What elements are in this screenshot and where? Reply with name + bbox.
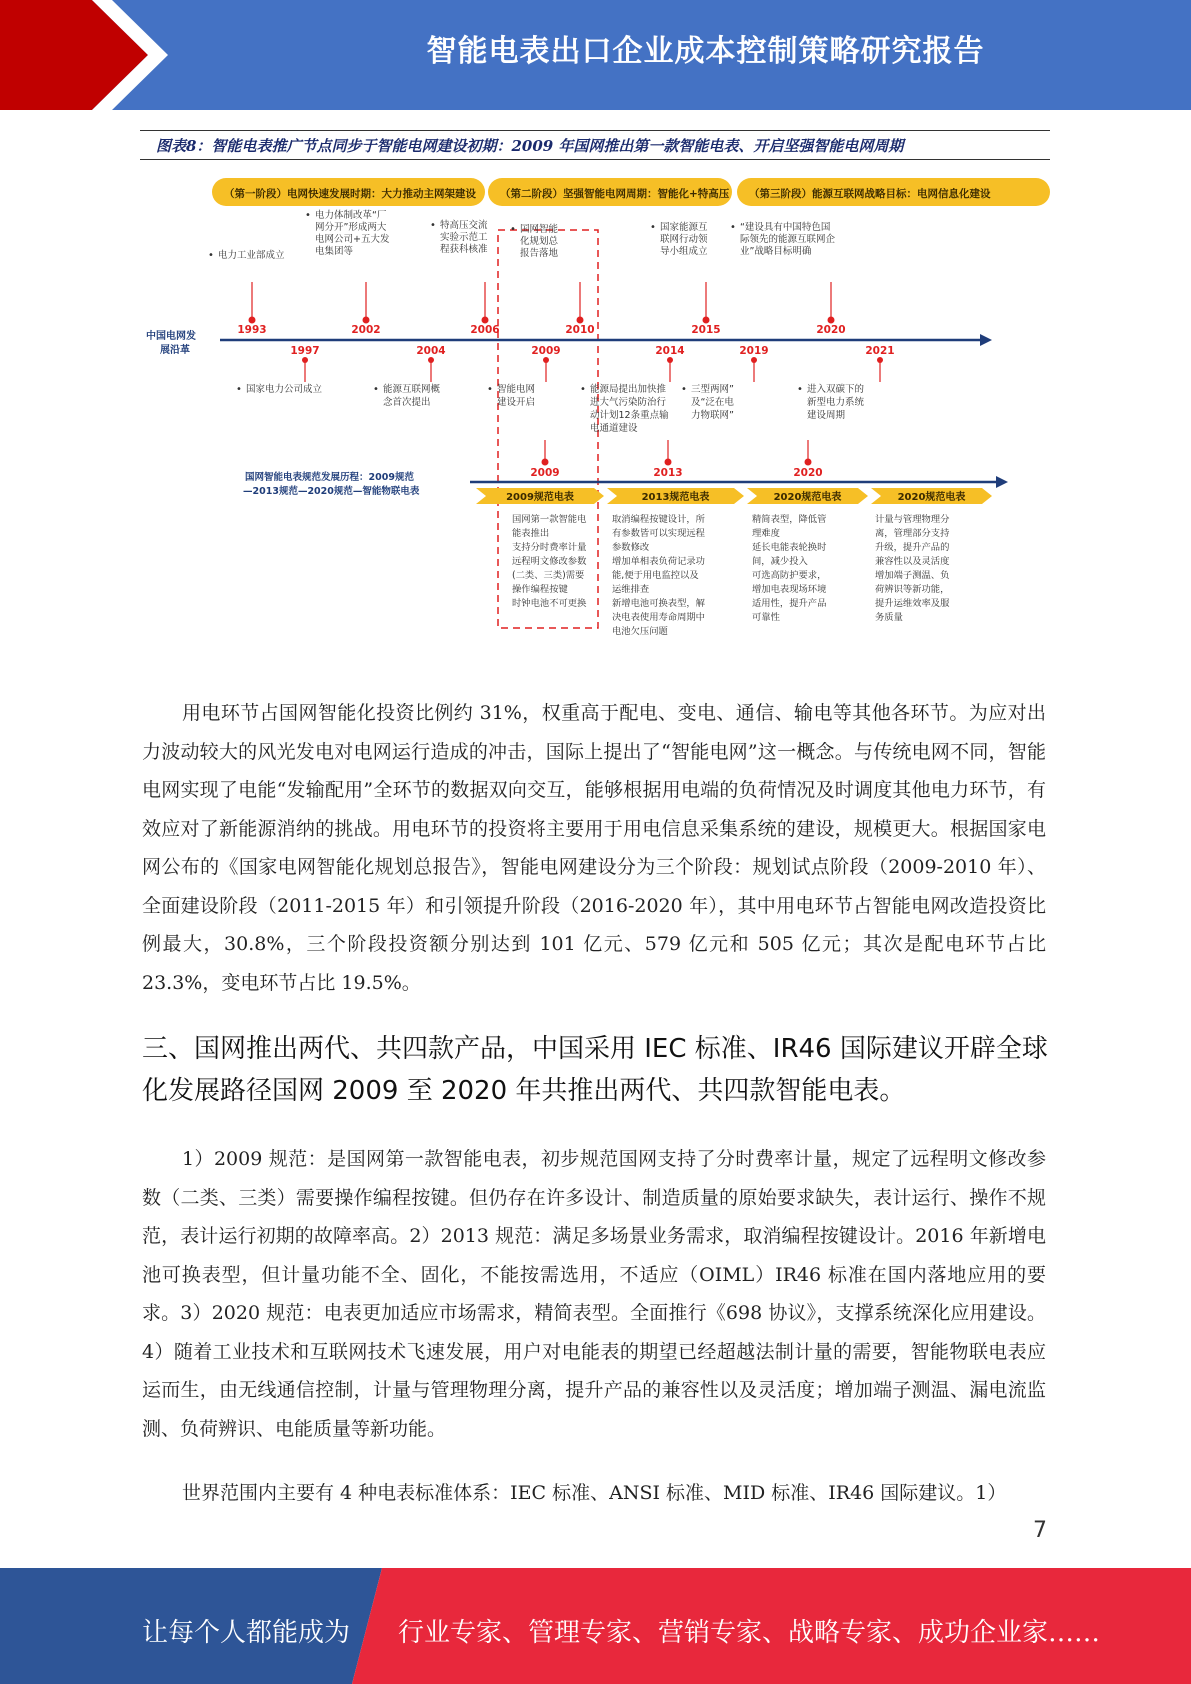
event-text: 业”战略目标明确 [740,246,812,257]
event-bullet: • [373,384,379,395]
event-text: 三型两网” [691,384,734,395]
stage-text: 增加端子测温、负 [875,570,950,581]
footer-slogan-right: 行业专家、管理专家、营销专家、战略专家、成功企业家…… [398,1618,1101,1648]
header-title: 智能电表出口企业成本控制策略研究报告 [426,34,985,69]
event-marker [249,317,256,324]
event-bullet: • [681,384,687,395]
event-text: 进大气污染防治行 [590,397,667,408]
event-year: 2010 [565,324,595,336]
event-bullet: • [650,222,656,233]
event-text: 国网智能 [520,224,559,235]
stage-text: 能表推出 [512,528,550,539]
event-bullet: • [580,384,586,395]
event-marker [751,357,757,363]
paragraph-investment: 用电环节占国网智能化投资比例约 31%，权重高于配电、变电、通信、输电等其他各环节。为应对出力波动较大的风光发电对电网运行造成的冲击，国际上提出了“智能电网”这一概念。与传统电网不同，智能电网实现了电能“发输配用”全环节的数据双向交互，能够根据用电端的负荷情况及时调度其他电力环节，有效应对了新能源消纳的挑战。用电环节的投资将主要用于用电信息采集系统的建设，规模更大。根据国家电网公布的《国家电网智能化规划总报告》，智能电网建设分为三个阶段：规划试点阶段（2009-2010 年）、全面建设阶段（2011-2015 年）和引领提升阶段（2016-2020 年），其中用电环节占智能电网改造投资比例最大，30.8%，三个阶段投资额分别达到 101 亿元、579 亿元和 505 亿元；其次是配电环节占比 23.3%，变电环节占比 19.5%。 [142,702,1046,994]
event-year: 2015 [691,324,721,336]
stage-text: 有参数皆可以实现远程 [612,528,705,539]
event-bullet: • [430,220,436,231]
section-heading: 三、国网推出两代、共四款产品，中国采用 IEC 标准、IR46 国际建议开辟全球化发展路径国网 2009 至 2020 年共推出两代、共四款智能电表。 [142,1034,1048,1106]
stage-text: 增加单相表负荷记录功 [612,556,705,567]
phase-label: （第三阶段）能源互联网战略目标：电网信息化建设 [749,188,991,200]
event-bullet: • [487,384,493,395]
event-text: 电力工业部成立 [218,250,285,261]
event-bullet: • [236,384,242,395]
meter-year: 2013 [653,467,683,479]
stage-text: 增加电表现场环境 [752,584,827,595]
event-marker [828,317,835,324]
event-text: 网分开”形成两大 [315,222,387,233]
event-marker [482,317,489,324]
event-text: 报告落地 [520,248,559,259]
stage-text: 运维排查 [612,584,650,595]
meter-axis-label: —2013规范—2020规范—智能物联电表 [243,486,420,497]
event-text: 能源互联网概 [383,384,441,395]
grid-axis-arrow [980,334,992,346]
event-text: 特高压交流 [440,220,488,231]
stage-text: 升级，提升产品的 [875,542,950,553]
event-bullet: • [730,222,736,233]
event-year: 2019 [739,345,769,357]
event-year: 2004 [416,345,446,357]
meter-axis-label: 国网智能电表规范发展历程：2009规范 [245,472,414,483]
event-year: 2021 [865,345,895,357]
event-bullet: • [305,210,311,221]
event-text: “建设具有中国特色国 [740,222,831,233]
event-text: 动计划12条重点输 [590,410,669,421]
stage-label: 2013规范电表 [641,492,710,503]
event-text: 电网公司+五大发 [315,234,390,245]
stage-text: 务质量 [875,612,903,623]
timeline-figure [140,130,1050,650]
page-number: 7 [1033,1518,1047,1543]
stage-text: 可选高防护要求， [752,570,827,581]
phase-label: （第二阶段）坚强智能电网周期：智能化+特高压 [500,188,730,200]
stage-text: 操作编程按键 [512,584,568,595]
grid-axis-label: 展沿革 [160,345,190,356]
event-text: 进入双碳下的 [807,384,865,395]
stage-text: 可靠性 [752,612,780,623]
meter-axis-arrow [996,476,1008,488]
stage-text: 计量与管理物理分 [875,514,950,525]
event-text: 电力体制改革“厂 [315,210,387,221]
event-text: 际领先的能源互联网企 [740,234,836,245]
event-text: 建设周期 [807,410,846,421]
figure-caption: 图表8：智能电表推广节点同步于智能电网建设初期：2009 年国网推出第一款智能电表、开启坚强智能电网周期 [140,130,1050,160]
stage-text: 时钟电池不可更换 [512,598,587,609]
event-bullet: • [510,224,516,235]
grid-axis-label: 中国电网发 [146,331,196,342]
stage-text: 能,便于用电监控以及 [612,570,699,581]
meter-year: 2009 [530,467,560,479]
page-header [0,0,1191,110]
event-text: 力物联网” [691,410,734,421]
event-text: 国家能源互 [660,222,708,233]
event-year: 1997 [290,345,320,357]
event-text: 及“泛在电 [691,397,734,408]
event-year: 2002 [351,324,381,336]
event-year: 2014 [655,345,685,357]
stage-label: 2020规范电表 [773,492,842,503]
stage-text: 兼容性以及灵活度 [875,556,950,567]
stage-text: 延长电能表轮换时 [752,542,827,553]
stage-text: 精简表型，降低管 [752,514,827,525]
stage-text: 支持分时费率计量 [512,542,587,553]
event-text: 国家电力公司成立 [246,384,323,395]
event-year: 2006 [470,324,500,336]
stage-text: (二类、三类)需要 [512,570,585,581]
event-marker [428,357,434,363]
highlight-box-2009 [498,230,598,628]
stage-text: 国网第一款智能电 [512,514,587,525]
event-marker [363,317,370,324]
event-marker [302,357,308,363]
event-year: 2009 [531,345,561,357]
footer-slogan-left: 让每个人都能成为 [142,1618,351,1648]
stage-label: 2009规范电表 [506,492,574,503]
event-text: 念首次提出 [383,397,431,408]
event-text: 化规划总 [520,236,559,247]
stage-text: 理难度 [752,528,780,539]
stage-text: 新增电池可换表型，解 [612,598,705,609]
event-bullet: • [208,250,214,261]
stage-text: 参数修改 [612,542,650,553]
phase-label: （第一阶段）电网快速发展时期：大力推动主网架建设 [224,188,476,200]
event-text: 新型电力系统 [807,397,865,408]
event-marker [543,357,549,363]
stage-text: 取消编程按键设计，所 [612,514,705,525]
stage-text: 远程明文修改参数 [512,556,587,567]
event-text: 智能电网 [497,384,536,395]
page-footer [0,1568,1191,1684]
event-text: 联网行动领 [660,234,708,245]
event-marker [703,317,710,324]
event-year: 2020 [816,324,846,336]
event-marker [577,317,584,324]
event-text: 导小组成立 [660,246,708,257]
stage-text: 离，管理部分支持 [875,528,950,539]
meter-year: 2020 [793,467,823,479]
event-text: 电集团等 [315,246,354,257]
event-marker [667,357,673,363]
meter-marker [665,459,672,466]
stage-text: 电池欠压问题 [612,626,668,637]
event-year: 1993 [237,324,267,336]
meter-marker [542,459,549,466]
event-text: 能源局提出加快推 [590,384,667,395]
event-text: 程获科核准 [440,244,488,255]
stage-text: 适用性，提升产品 [752,598,827,609]
meter-marker [805,459,812,466]
paragraph-standards: 世界范围内主要有 4 种电表标准体系：IEC 标准、ANSI 标准、MID 标准、IR46 国际建议。1） [182,1482,1007,1504]
stage-label: 2020规范电表 [897,492,966,503]
event-text: 建设开启 [497,397,536,408]
paragraph-meter-specs: 1）2009 规范：是国网第一款智能电表，初步规范国网支持了分时费率计量，规定了远程明文修改参数（二类、三类）需要操作编程按键。但仍存在许多设计、制造质量的原始要求缺失，表计运行、操作不规范，表计运行初期的故障率高。2）2013 规范：满足多场景业务需求，取消编程按键设计。2016 年新增电池可换表型，但计量功能不全、固化，不能按需选用，不适应（OIML）IR46 标准在国内落地应用的要求。3）2020 规范：电表更加适应市场需求，精简表型。全面推行《698 协议》，支撑系统深化应用建设。4）随着工业技术和互联网技术飞速发展，用户对电能表的期望已经超越法制计量的需要，智能物联电表应运而生，由无线通信控制，计量与管理物理分离，提升产品的兼容性以及灵活度；增加端子测温、漏电流监测、负荷辨识、电能质量等新功能。 [142,1148,1046,1440]
stage-text: 提升运维效率及服 [875,598,950,609]
stage-text: 决电表使用寿命周期中 [612,612,705,623]
event-marker [877,357,883,363]
event-bullet: • [797,384,803,395]
event-text: 实验示范工 [440,232,488,243]
timeline-diagram [140,170,1050,650]
stage-text: 间，减少投入 [752,556,808,567]
event-text: 电通道建设 [590,423,638,434]
stage-text: 荷辨识等新功能， [875,584,950,595]
